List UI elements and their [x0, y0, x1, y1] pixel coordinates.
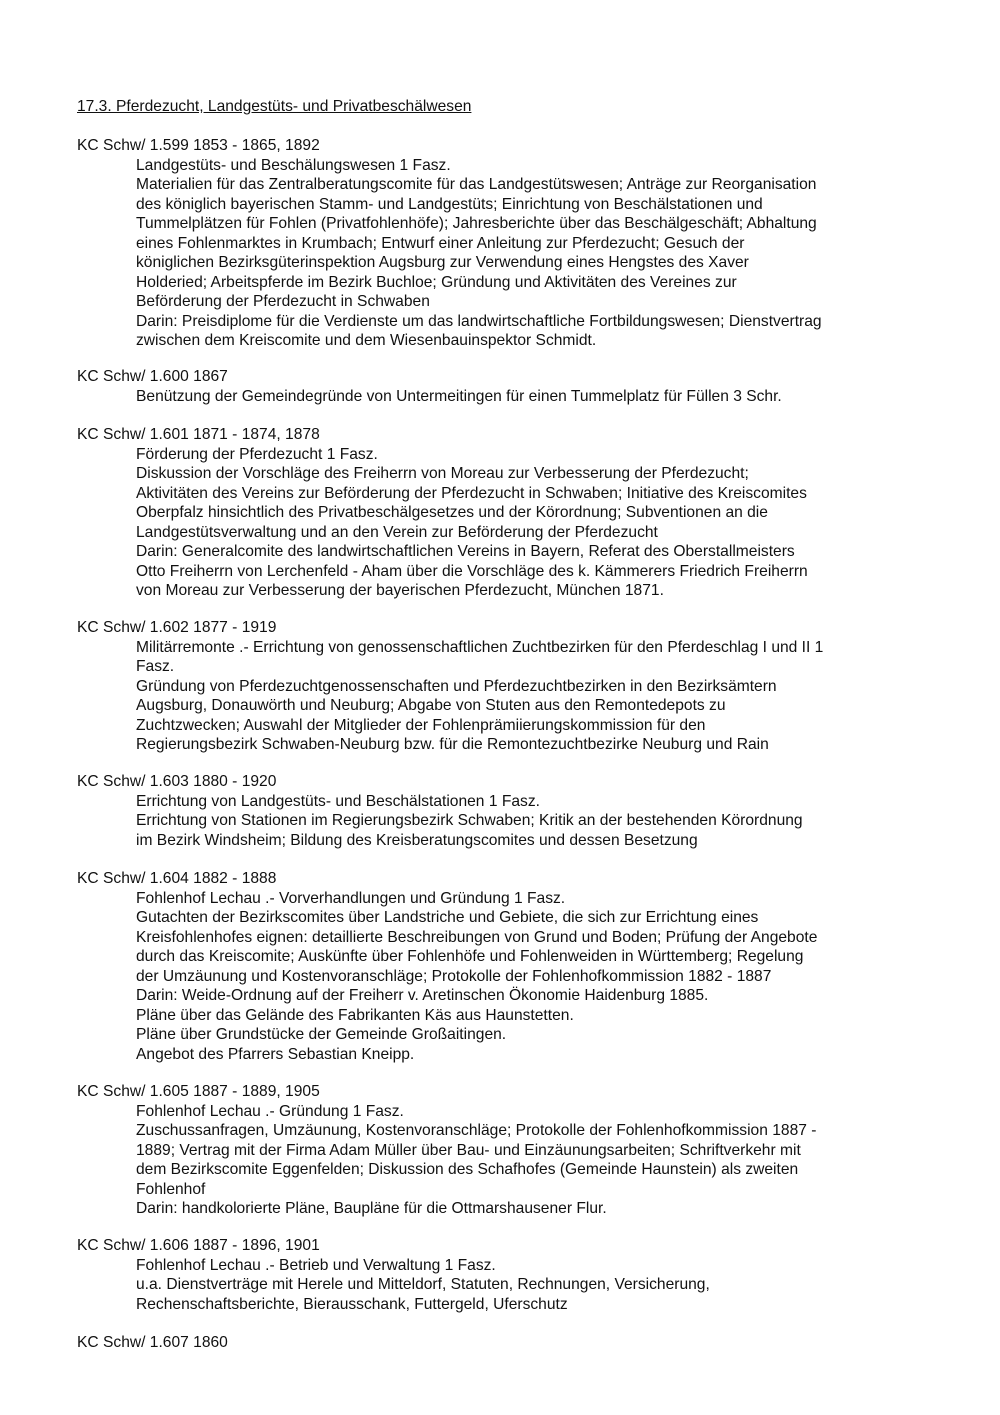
- archive-entry: [77, 1082, 967, 1219]
- entry-line: Rechenschaftsberichte, Bierausschank, Futtergeld, Uferschutz: [136, 1295, 568, 1313]
- archive-entry: [77, 869, 967, 1064]
- archive-entry: [77, 136, 967, 351]
- entry-line: Beförderung der Pferdezucht in Schwaben: [136, 293, 430, 310]
- entry-line: von Moreau zur Verbesserung der bayerischen Pferdezucht, München 1871.: [136, 582, 664, 599]
- entry-signature: KC Schw/ 1.601 1871 - 1874, 1878: [77, 426, 320, 443]
- entry-title: Fohlenhof Lechau .- Vorverhandlungen und Gründung 1 Fasz.: [136, 889, 566, 907]
- entry-body: [136, 1256, 967, 1315]
- entry-signature: KC Schw/ 1.607 1860: [77, 1334, 228, 1351]
- entry-line: Zuchtzwecken; Auswahl der Mitglieder der Fohlenprämiierungskommission für den: [136, 716, 706, 734]
- entry-line: Darin: Preisdiplome für die Verdienste um das landwirtschaftliche Fortbildungswesen; Dienstvertrag: [136, 312, 822, 330]
- entry-body: [136, 638, 967, 755]
- entry-title: Landgestüts- und Beschälungswesen 1 Fasz.: [136, 156, 451, 174]
- entry-line: Aktivitäten des Vereins zur Beförderung der Pferdezucht in Schwaben; Initiative des Kreiscomites: [136, 484, 807, 502]
- archive-entry: [77, 1333, 967, 1353]
- entry-body: [136, 387, 967, 407]
- entry-line: Militärremonte .- Errichtung von genossenschaftlichen Zuchtbezirken für den Pferdeschlag I und II 1: [136, 638, 824, 656]
- entry-line: Angebot des Pfarrers Sebastian Kneipp.: [136, 1045, 415, 1063]
- entry-line: im Bezirk Windsheim; Bildung des Kreisberatungscomites und dessen Besetzung: [136, 831, 698, 849]
- entry-line: Kreisfohlenhofes eignen: detaillierte Beschreibungen von Grund und Boden; Prüfung der Angebote: [136, 928, 818, 946]
- entry-line: Darin: Generalcomite des landwirtschaftlichen Vereins in Bayern, Referat des Oberstallmeisters: [136, 543, 795, 560]
- entry-line: Fasz.: [136, 658, 175, 675]
- entry-body: [136, 156, 967, 351]
- entry-line: 1889; Vertrag mit der Firma Adam Müller über Bau- und Einzäunungsarbeiten; Schriftverkehr mit: [136, 1141, 801, 1159]
- entry-line: Materialien für das Zentralberatungscomite für das Landgestütswesen; Anträge zur Reorganisation: [136, 176, 817, 193]
- entry-line: Gründung von Pferdezuchtgenossenschaften und Pferdezuchtbezirken in den Bezirksämtern: [136, 677, 777, 695]
- archive-entry: [77, 772, 967, 850]
- archive-entry: [77, 618, 967, 755]
- entry-body: [136, 445, 967, 601]
- section-heading: 17.3. Pferdezucht, Landgestüts- und Privatbeschälwesen: [77, 98, 472, 115]
- entry-signature: KC Schw/ 1.606 1887 - 1896, 1901: [77, 1237, 320, 1254]
- entry-line: Zuschussanfragen, Umzäunung, Kostenvoranschläge; Protokolle der Fohlenhofkommission 1887 -: [136, 1122, 817, 1139]
- entry-line: Tummelplätzen für Fohlen (Privatfohlenhöfe); Jahresberichte über das Beschälgeschäft; Abhaltung: [136, 215, 817, 232]
- entry-signature: KC Schw/ 1.599 1853 - 1865, 1892: [77, 137, 320, 154]
- entry-body: [136, 1102, 967, 1219]
- entry-line: Gutachten der Bezirkscomites über Landstriche und Gebiete, die sich zur Errichtung eines: [136, 909, 759, 926]
- entry-title: Benützung der Gemeindegründe von Untermeitingen für einen Tummelplatz für Füllen 3 Schr.: [136, 387, 782, 405]
- entry-line: Fohlenhof: [136, 1180, 206, 1198]
- entry-signature: KC Schw/ 1.603 1880 - 1920: [77, 773, 277, 790]
- entry-line: königlichen Bezirksgüterinspektion Augsburg zur Verwendung eines Hengstes des Xaver: [136, 254, 749, 271]
- entry-line: Otto Freiherrn von Lerchenfeld - Aham über die Vorschläge des k. Kämmerers Friedrich Freiherrn: [136, 562, 808, 580]
- entry-signature: KC Schw/ 1.600 1867: [77, 368, 228, 385]
- entry-line: Pläne über das Gelände des Fabrikanten Käs aus Haunstetten.: [136, 1006, 574, 1024]
- entry-line: der Umzäunung und Kostenvoranschläge; Protokolle der Fohlenhofkommission 1882 - 1887: [136, 967, 772, 985]
- entry-line: Errichtung von Stationen im Regierungsbezirk Schwaben; Kritik an der bestehenden Körordnung: [136, 812, 803, 829]
- entry-line: Augsburg, Donauwörth und Neuburg; Abgabe von Stuten aus den Remontedepots zu: [136, 697, 726, 714]
- entry-line: Regierungsbezirk Schwaben-Neuburg bzw. für die Remontezuchtbezirke Neuburg und Rain: [136, 736, 769, 753]
- entry-line: Holderied; Arbeitspferde im Bezirk Buchloe; Gründung und Aktivitäten des Vereines zur: [136, 273, 737, 291]
- entry-line: Darin: handkolorierte Pläne, Baupläne für die Ottmarshausener Flur.: [136, 1200, 607, 1217]
- entry-body: [136, 889, 967, 1065]
- entry-title: Errichtung von Landgestüts- und Beschälstationen 1 Fasz.: [136, 792, 540, 810]
- entry-line: Pläne über Grundstücke der Gemeinde Großaitingen.: [136, 1026, 507, 1043]
- archive-entry: [77, 1236, 967, 1314]
- entry-signature: KC Schw/ 1.604 1882 - 1888: [77, 870, 277, 887]
- entry-title: Förderung der Pferdezucht 1 Fasz.: [136, 445, 378, 463]
- archive-entry: [77, 367, 967, 406]
- entry-line: Darin: Weide-Ordnung auf der Freiherr v. Aretinschen Ökonomie Haidenburg 1885.: [136, 987, 709, 1004]
- entry-line: zwischen dem Kreiscomite und dem Wiesenbauinspektor Schmidt.: [136, 332, 597, 349]
- entry-line: u.a. Dienstverträge mit Herele und Mitteldorf, Statuten, Rechnungen, Versicherung,: [136, 1276, 710, 1293]
- entry-signature: KC Schw/ 1.605 1887 - 1889, 1905: [77, 1083, 320, 1100]
- entry-title: Fohlenhof Lechau .- Gründung 1 Fasz.: [136, 1102, 404, 1120]
- entry-line: des königlich bayerischen Stamm- und Landgestüts; Einrichtung von Beschälstationen und: [136, 195, 763, 213]
- entry-signature: KC Schw/ 1.602 1877 - 1919: [77, 619, 277, 636]
- entry-body: [136, 792, 967, 851]
- entry-line: durch das Kreiscomite; Auskünfte über Fohlenhöfe und Fohlenweiden in Württemberg; Regelung: [136, 948, 804, 965]
- archive-entry: [77, 425, 967, 601]
- entry-title: Fohlenhof Lechau .- Betrieb und Verwaltung 1 Fasz.: [136, 1256, 496, 1274]
- entry-line: dem Bezirkscomite Eggenfelden; Diskussion des Schafhofes (Gemeinde Haunstein) als zweiten: [136, 1161, 799, 1178]
- entry-line: Landgestütsverwaltung und an den Verein zur Beförderung der Pferdezucht: [136, 523, 658, 541]
- entry-line: eines Fohlenmarktes in Krumbach; Entwurf einer Anleitung zur Pferdezucht; Gesuch der: [136, 234, 745, 252]
- entry-line: Diskussion der Vorschläge des Freiherrn von Moreau zur Verbesserung der Pferdezucht;: [136, 465, 749, 482]
- entry-line: Oberpfalz hinsichtlich des Privatbeschälgesetzes und der Körordnung; Subventionen an die: [136, 504, 768, 521]
